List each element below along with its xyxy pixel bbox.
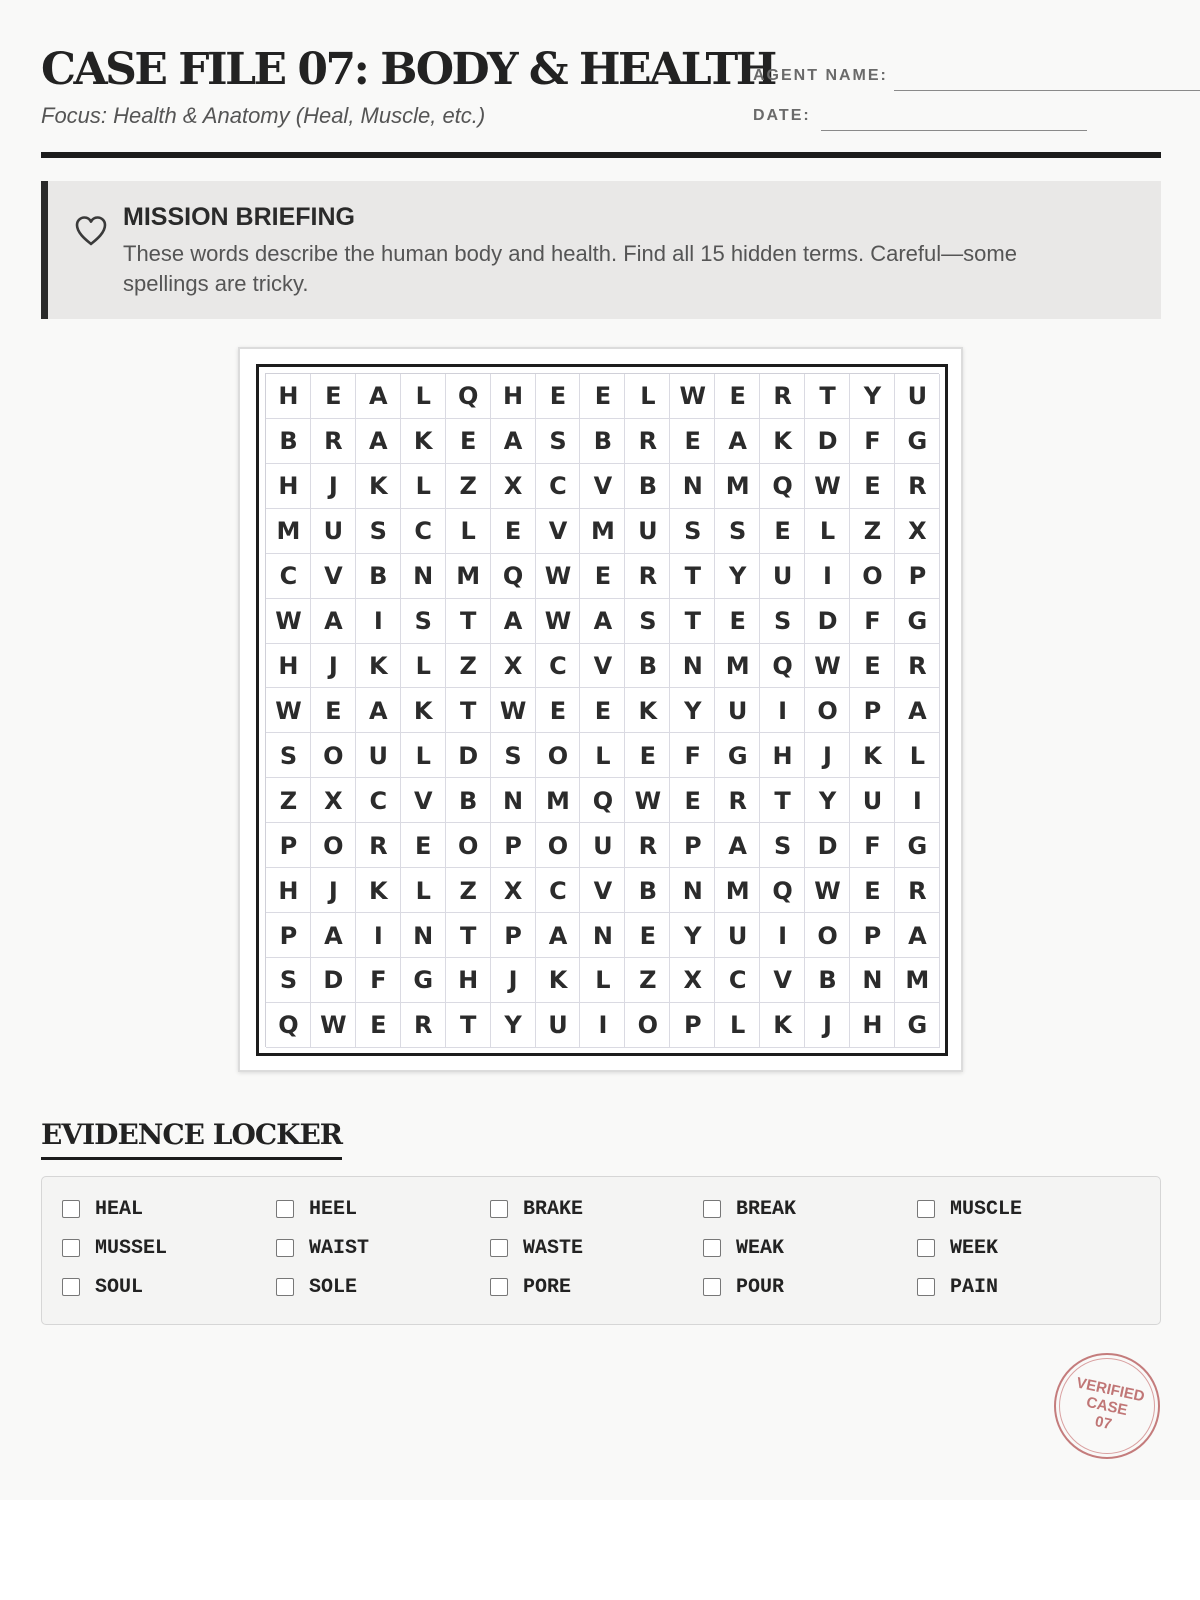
- grid-cell[interactable]: P: [266, 823, 311, 868]
- grid-cell[interactable]: M: [895, 958, 940, 1003]
- grid-cell[interactable]: E: [670, 419, 715, 464]
- grid-cell[interactable]: B: [805, 958, 850, 1003]
- grid-cell[interactable]: J: [311, 868, 356, 913]
- grid-cell[interactable]: P: [670, 823, 715, 868]
- grid-cell[interactable]: X: [491, 644, 536, 689]
- grid-cell[interactable]: S: [266, 958, 311, 1003]
- grid-cell[interactable]: I: [760, 688, 805, 733]
- grid-cell[interactable]: H: [850, 1003, 895, 1048]
- grid-cell[interactable]: L: [580, 733, 625, 778]
- briefing-title: MISSION BRIEFING: [123, 203, 355, 231]
- grid-cell[interactable]: A: [895, 688, 940, 733]
- grid-cell[interactable]: V: [580, 644, 625, 689]
- grid-cell[interactable]: C: [715, 958, 760, 1003]
- grid-cell[interactable]: E: [850, 868, 895, 913]
- grid-cell[interactable]: X: [491, 868, 536, 913]
- evidence-word-label: WEEK: [950, 1236, 999, 1260]
- evidence-word-label: HEEL: [309, 1197, 358, 1221]
- grid-cell[interactable]: J: [805, 1003, 850, 1048]
- grid-cell[interactable]: S: [491, 733, 536, 778]
- grid-cell[interactable]: X: [895, 509, 940, 554]
- grid-cell[interactable]: V: [580, 464, 625, 509]
- grid-cell[interactable]: S: [536, 419, 581, 464]
- checkbox[interactable]: [703, 1278, 721, 1296]
- grid-cell[interactable]: E: [580, 554, 625, 599]
- grid-cell[interactable]: U: [760, 554, 805, 599]
- evidence-item[interactable]: [917, 1194, 1022, 1224]
- word-search-frame: [238, 347, 963, 1072]
- evidence-item[interactable]: [276, 1233, 369, 1263]
- grid-cell[interactable]: F: [356, 958, 401, 1003]
- grid-cell[interactable]: M: [715, 464, 760, 509]
- grid-cell[interactable]: O: [536, 823, 581, 868]
- grid-cell[interactable]: T: [446, 1003, 491, 1048]
- grid-cell[interactable]: V: [401, 778, 446, 823]
- grid-cell[interactable]: B: [625, 464, 670, 509]
- grid-cell[interactable]: H: [266, 374, 311, 419]
- grid-cell[interactable]: F: [670, 733, 715, 778]
- grid-cell[interactable]: Z: [850, 509, 895, 554]
- evidence-word-label: MUSSEL: [95, 1236, 168, 1260]
- grid-cell[interactable]: H: [491, 374, 536, 419]
- grid-cell[interactable]: A: [356, 688, 401, 733]
- grid-cell[interactable]: A: [356, 374, 401, 419]
- grid-cell[interactable]: V: [580, 868, 625, 913]
- grid-cell[interactable]: K: [536, 958, 581, 1003]
- grid-cell[interactable]: A: [491, 419, 536, 464]
- grid-cell[interactable]: K: [401, 688, 446, 733]
- grid-cell[interactable]: R: [356, 823, 401, 868]
- grid-cell[interactable]: R: [895, 464, 940, 509]
- grid-cell[interactable]: R: [715, 778, 760, 823]
- evidence-item[interactable]: [62, 1233, 167, 1263]
- grid-cell[interactable]: N: [850, 958, 895, 1003]
- grid-cell[interactable]: F: [850, 599, 895, 644]
- grid-cell[interactable]: W: [805, 644, 850, 689]
- grid-cell[interactable]: J: [491, 958, 536, 1003]
- grid-cell[interactable]: R: [895, 644, 940, 689]
- grid-cell[interactable]: E: [580, 374, 625, 419]
- grid-cell[interactable]: L: [625, 374, 670, 419]
- agent-name-field[interactable]: [894, 90, 1200, 91]
- evidence-locker-title: EVIDENCE LOCKER: [41, 1118, 342, 1160]
- grid-cell[interactable]: B: [625, 644, 670, 689]
- grid-cell[interactable]: R: [311, 419, 356, 464]
- evidence-item[interactable]: [917, 1272, 998, 1302]
- grid-cell[interactable]: C: [536, 644, 581, 689]
- grid-cell[interactable]: E: [760, 509, 805, 554]
- page-subtitle: Focus: Health & Anatomy (Heal, Muscle, etc.): [41, 103, 486, 128]
- grid-cell[interactable]: L: [805, 509, 850, 554]
- date-field[interactable]: [821, 130, 1087, 131]
- grid-cell[interactable]: E: [715, 599, 760, 644]
- grid-cell[interactable]: A: [311, 913, 356, 958]
- grid-cell[interactable]: U: [895, 374, 940, 419]
- grid-cell[interactable]: Q: [266, 1003, 311, 1048]
- grid-cell[interactable]: A: [536, 913, 581, 958]
- date-label: DATE:: [753, 107, 811, 124]
- grid-cell[interactable]: Y: [670, 913, 715, 958]
- grid-cell[interactable]: V: [760, 958, 805, 1003]
- grid-cell[interactable]: U: [536, 1003, 581, 1048]
- grid-cell[interactable]: R: [625, 554, 670, 599]
- grid-cell[interactable]: E: [850, 644, 895, 689]
- grid-cell[interactable]: B: [580, 419, 625, 464]
- grid-cell[interactable]: M: [266, 509, 311, 554]
- grid-cell[interactable]: E: [715, 374, 760, 419]
- grid-cell[interactable]: E: [401, 823, 446, 868]
- evidence-word-label: POUR: [736, 1275, 785, 1299]
- evidence-word-label: PAIN: [950, 1275, 999, 1299]
- evidence-word-label: WEAK: [736, 1236, 785, 1260]
- grid-cell[interactable]: Y: [805, 778, 850, 823]
- grid-cell[interactable]: S: [356, 509, 401, 554]
- grid-cell[interactable]: R: [625, 823, 670, 868]
- grid-cell[interactable]: W: [670, 374, 715, 419]
- evidence-word-label: BRAKE: [523, 1197, 584, 1221]
- grid-cell[interactable]: J: [311, 464, 356, 509]
- grid-cell[interactable]: K: [850, 733, 895, 778]
- grid-cell[interactable]: K: [356, 464, 401, 509]
- grid-cell[interactable]: H: [266, 464, 311, 509]
- checkbox[interactable]: [62, 1278, 80, 1296]
- grid-cell[interactable]: Z: [625, 958, 670, 1003]
- grid-cell[interactable]: W: [536, 599, 581, 644]
- evidence-locker: [41, 1176, 1161, 1325]
- grid-cell[interactable]: M: [446, 554, 491, 599]
- grid-cell[interactable]: N: [401, 554, 446, 599]
- grid-cell[interactable]: A: [715, 823, 760, 868]
- grid-cell[interactable]: D: [805, 823, 850, 868]
- grid-cell[interactable]: L: [401, 868, 446, 913]
- grid-cell[interactable]: Q: [760, 644, 805, 689]
- grid-cell[interactable]: L: [580, 958, 625, 1003]
- grid-cell[interactable]: X: [491, 464, 536, 509]
- grid-cell[interactable]: F: [850, 419, 895, 464]
- evidence-item[interactable]: [703, 1233, 784, 1263]
- mission-briefing: [41, 181, 1161, 319]
- grid-cell[interactable]: O: [850, 554, 895, 599]
- grid-cell[interactable]: I: [760, 913, 805, 958]
- grid-cell[interactable]: W: [805, 464, 850, 509]
- checkbox[interactable]: [490, 1278, 508, 1296]
- grid-cell[interactable]: K: [356, 868, 401, 913]
- grid-cell[interactable]: E: [625, 913, 670, 958]
- grid-cell[interactable]: O: [536, 733, 581, 778]
- grid-cell[interactable]: N: [580, 913, 625, 958]
- grid-cell[interactable]: Z: [446, 644, 491, 689]
- evidence-word-label: WAIST: [309, 1236, 370, 1260]
- grid-cell[interactable]: S: [760, 823, 805, 868]
- grid-cell[interactable]: C: [356, 778, 401, 823]
- briefing-text: These words describe the human body and health. Find all 15 hidden terms. Careful—some spellings are tricky.: [123, 241, 1017, 296]
- grid-cell[interactable]: S: [625, 599, 670, 644]
- grid-cell[interactable]: P: [670, 1003, 715, 1048]
- grid-cell[interactable]: W: [266, 688, 311, 733]
- grid-cell[interactable]: O: [446, 823, 491, 868]
- grid-cell[interactable]: Z: [446, 464, 491, 509]
- evidence-item[interactable]: [490, 1233, 583, 1263]
- grid-cell[interactable]: Q: [760, 464, 805, 509]
- grid-cell[interactable]: L: [401, 644, 446, 689]
- evidence-item[interactable]: [703, 1272, 784, 1302]
- grid-cell[interactable]: H: [446, 958, 491, 1003]
- grid-cell[interactable]: Y: [715, 554, 760, 599]
- grid-cell[interactable]: Q: [760, 868, 805, 913]
- grid-cell[interactable]: Y: [670, 688, 715, 733]
- checkbox[interactable]: [62, 1239, 80, 1257]
- grid-cell[interactable]: M: [580, 509, 625, 554]
- evidence-word-label: SOUL: [95, 1275, 144, 1299]
- evidence-item[interactable]: [62, 1194, 143, 1224]
- grid-cell[interactable]: T: [805, 374, 850, 419]
- grid-cell[interactable]: L: [446, 509, 491, 554]
- evidence-word-label: WASTE: [523, 1236, 584, 1260]
- grid-cell[interactable]: P: [491, 913, 536, 958]
- grid-cell[interactable]: C: [401, 509, 446, 554]
- grid-cell[interactable]: M: [536, 778, 581, 823]
- grid-cell[interactable]: W: [266, 599, 311, 644]
- header: [41, 40, 1161, 158]
- grid-cell[interactable]: E: [446, 419, 491, 464]
- grid-cell[interactable]: N: [401, 913, 446, 958]
- grid-cell[interactable]: T: [670, 554, 715, 599]
- grid-cell[interactable]: S: [715, 509, 760, 554]
- grid-cell[interactable]: W: [491, 688, 536, 733]
- grid-cell[interactable]: P: [850, 688, 895, 733]
- grid-cell[interactable]: X: [311, 778, 356, 823]
- grid-cell[interactable]: X: [670, 958, 715, 1003]
- grid-cell[interactable]: J: [805, 733, 850, 778]
- grid-cell[interactable]: E: [491, 509, 536, 554]
- checkbox[interactable]: [276, 1200, 294, 1218]
- grid-cell[interactable]: R: [760, 374, 805, 419]
- evidence-word-label: HEAL: [95, 1197, 144, 1221]
- checkbox[interactable]: [917, 1200, 935, 1218]
- grid-cell[interactable]: T: [760, 778, 805, 823]
- grid-cell[interactable]: U: [356, 733, 401, 778]
- grid-cell[interactable]: O: [625, 1003, 670, 1048]
- grid-cell[interactable]: C: [536, 868, 581, 913]
- grid-cell[interactable]: A: [311, 599, 356, 644]
- grid-cell[interactable]: N: [670, 644, 715, 689]
- grid-cell[interactable]: U: [715, 688, 760, 733]
- grid-cell[interactable]: W: [311, 1003, 356, 1048]
- grid-cell[interactable]: B: [266, 419, 311, 464]
- grid-cell[interactable]: P: [895, 554, 940, 599]
- grid-cell[interactable]: S: [266, 733, 311, 778]
- grid-cell[interactable]: I: [356, 913, 401, 958]
- grid-cell[interactable]: V: [536, 509, 581, 554]
- grid-cell[interactable]: Q: [491, 554, 536, 599]
- grid-cell[interactable]: G: [895, 823, 940, 868]
- grid-cell[interactable]: B: [356, 554, 401, 599]
- evidence-item[interactable]: [490, 1272, 571, 1302]
- grid-cell[interactable]: I: [805, 554, 850, 599]
- grid-cell[interactable]: T: [670, 599, 715, 644]
- grid-cell[interactable]: O: [805, 913, 850, 958]
- grid-cell[interactable]: Z: [446, 868, 491, 913]
- checkbox[interactable]: [490, 1200, 508, 1218]
- grid-cell[interactable]: E: [536, 688, 581, 733]
- grid-cell[interactable]: F: [850, 823, 895, 868]
- grid-cell[interactable]: G: [715, 733, 760, 778]
- grid-cell[interactable]: O: [805, 688, 850, 733]
- grid-cell[interactable]: M: [715, 868, 760, 913]
- grid-cell[interactable]: W: [625, 778, 670, 823]
- evidence-word-label: MUSCLE: [950, 1197, 1023, 1221]
- grid-cell[interactable]: A: [895, 913, 940, 958]
- grid-cell[interactable]: D: [805, 599, 850, 644]
- grid-cell[interactable]: E: [356, 1003, 401, 1048]
- grid-cell[interactable]: S: [760, 599, 805, 644]
- grid-cell[interactable]: T: [446, 599, 491, 644]
- grid-cell[interactable]: R: [895, 868, 940, 913]
- grid-cell[interactable]: N: [670, 868, 715, 913]
- grid-cell[interactable]: H: [266, 868, 311, 913]
- grid-cell[interactable]: L: [715, 1003, 760, 1048]
- grid-cell[interactable]: T: [446, 688, 491, 733]
- grid-cell[interactable]: E: [311, 374, 356, 419]
- grid-cell[interactable]: T: [446, 913, 491, 958]
- grid-cell[interactable]: P: [491, 823, 536, 868]
- evidence-item[interactable]: [62, 1272, 143, 1302]
- grid-cell[interactable]: W: [805, 868, 850, 913]
- grid-cell[interactable]: I: [895, 778, 940, 823]
- evidence-word-label: BREAK: [736, 1197, 797, 1221]
- grid-cell[interactable]: P: [266, 913, 311, 958]
- grid-cell[interactable]: I: [356, 599, 401, 644]
- checkbox[interactable]: [276, 1239, 294, 1257]
- checkbox[interactable]: [917, 1278, 935, 1296]
- grid-cell[interactable]: U: [311, 509, 356, 554]
- grid-cell[interactable]: U: [625, 509, 670, 554]
- grid-cell[interactable]: L: [401, 464, 446, 509]
- grid-cell[interactable]: A: [715, 419, 760, 464]
- grid-cell[interactable]: K: [356, 644, 401, 689]
- evidence-item[interactable]: [276, 1272, 357, 1302]
- grid-cell[interactable]: U: [580, 823, 625, 868]
- grid-cell[interactable]: J: [311, 644, 356, 689]
- grid-cell[interactable]: G: [895, 419, 940, 464]
- grid-cell[interactable]: Y: [850, 374, 895, 419]
- grid-cell[interactable]: W: [536, 554, 581, 599]
- grid-cell[interactable]: A: [580, 599, 625, 644]
- grid-cell[interactable]: A: [491, 599, 536, 644]
- grid-cell[interactable]: G: [895, 1003, 940, 1048]
- grid-cell[interactable]: N: [491, 778, 536, 823]
- checkbox[interactable]: [917, 1239, 935, 1257]
- grid-cell[interactable]: K: [401, 419, 446, 464]
- grid-cell[interactable]: I: [580, 1003, 625, 1048]
- grid-cell[interactable]: E: [850, 464, 895, 509]
- grid-cell[interactable]: N: [670, 464, 715, 509]
- grid-cell[interactable]: K: [760, 1003, 805, 1048]
- evidence-item[interactable]: [917, 1233, 998, 1263]
- grid-cell[interactable]: R: [401, 1003, 446, 1048]
- verified-stamp: [1054, 1353, 1160, 1459]
- grid-cell[interactable]: S: [401, 599, 446, 644]
- checkbox[interactable]: [703, 1200, 721, 1218]
- grid-cell[interactable]: L: [401, 374, 446, 419]
- grid-cell[interactable]: L: [401, 733, 446, 778]
- grid-cell[interactable]: G: [401, 958, 446, 1003]
- word-search-border: [256, 364, 948, 1056]
- evidence-item[interactable]: [490, 1194, 583, 1224]
- checkbox[interactable]: [703, 1239, 721, 1257]
- grid-cell[interactable]: A: [356, 419, 401, 464]
- page-title: CASE FILE 07: BODY & HEALTH: [41, 44, 775, 95]
- checkbox[interactable]: [490, 1239, 508, 1257]
- grid-cell[interactable]: R: [625, 419, 670, 464]
- grid-cell[interactable]: K: [760, 419, 805, 464]
- grid-cell[interactable]: U: [850, 778, 895, 823]
- evidence-word-label: PORE: [523, 1275, 572, 1299]
- grid-cell[interactable]: S: [670, 509, 715, 554]
- grid-cell[interactable]: Y: [491, 1003, 536, 1048]
- heart-icon: [73, 213, 109, 249]
- grid-cell[interactable]: H: [760, 733, 805, 778]
- grid-cell[interactable]: M: [715, 644, 760, 689]
- grid-cell[interactable]: O: [311, 733, 356, 778]
- grid-cell[interactable]: L: [895, 733, 940, 778]
- grid-cell[interactable]: C: [266, 554, 311, 599]
- evidence-item[interactable]: [703, 1194, 796, 1224]
- grid-cell[interactable]: K: [625, 688, 670, 733]
- evidence-item[interactable]: [276, 1194, 357, 1224]
- grid-cell[interactable]: C: [536, 464, 581, 509]
- grid-cell[interactable]: P: [850, 913, 895, 958]
- grid-cell[interactable]: Z: [266, 778, 311, 823]
- agent-name-label: AGENT NAME:: [753, 67, 888, 84]
- grid-cell[interactable]: O: [311, 823, 356, 868]
- grid-cell[interactable]: H: [266, 644, 311, 689]
- grid-cell[interactable]: D: [446, 733, 491, 778]
- grid-cell[interactable]: V: [311, 554, 356, 599]
- checkbox[interactable]: [62, 1200, 80, 1218]
- grid-cell[interactable]: E: [625, 733, 670, 778]
- grid-cell[interactable]: B: [625, 868, 670, 913]
- stamp-text: VERIFIED CASE 07: [1074, 1373, 1147, 1433]
- grid-cell[interactable]: E: [536, 374, 581, 419]
- grid-cell[interactable]: Q: [580, 778, 625, 823]
- grid-cell[interactable]: E: [670, 778, 715, 823]
- grid-cell[interactable]: B: [446, 778, 491, 823]
- grid-cell[interactable]: D: [311, 958, 356, 1003]
- grid-cell[interactable]: E: [311, 688, 356, 733]
- grid-cell[interactable]: E: [580, 688, 625, 733]
- grid-cell[interactable]: U: [715, 913, 760, 958]
- checkbox[interactable]: [276, 1278, 294, 1296]
- word-search-grid: [265, 373, 939, 1047]
- grid-cell[interactable]: Q: [446, 374, 491, 419]
- evidence-word-label: SOLE: [309, 1275, 358, 1299]
- grid-cell[interactable]: G: [895, 599, 940, 644]
- grid-cell[interactable]: D: [805, 419, 850, 464]
